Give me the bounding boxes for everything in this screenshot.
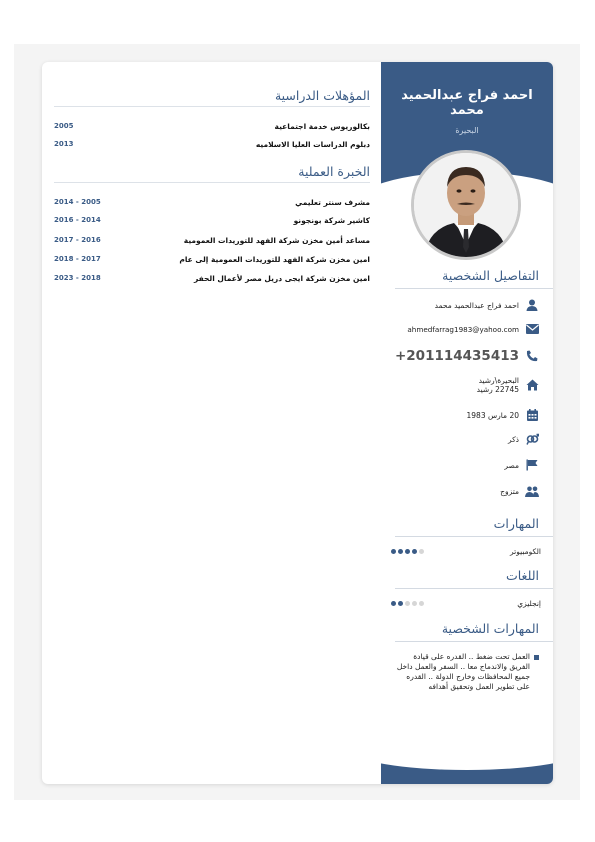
experience-item-years: 2014 - 2005 (54, 198, 101, 206)
education-item (54, 120, 370, 132)
experience-item-years: 2016 - 2014 (54, 216, 101, 224)
personal-details-title: التفاصيل الشخصية (442, 268, 539, 283)
bullet-square-icon (534, 655, 539, 660)
rating-dot (412, 549, 417, 554)
detail-birthdate (389, 406, 539, 424)
education-divider (54, 106, 370, 107)
detail-full-name-text: احمد فراج عبدالحميد محمد (434, 300, 519, 310)
detail-marital-status-text: متزوج (500, 486, 519, 496)
experience-item (54, 196, 370, 208)
resume-sidebar (381, 62, 553, 784)
soft-skills-text: العمل تحت ضغط .. القدره على قيادة الفريق والاندماج معا .. السفر والعمل داخل جميع المحافظات وخارج الدولة .. القدره على تطوير العمل وتحقيق أهدافه (396, 652, 530, 691)
skill-computer-label: الكومبيوتر (509, 546, 541, 556)
experience-divider (54, 182, 370, 183)
rating-dot (419, 549, 424, 554)
experience-item-title: امين مخزن شركة ايجى دريل مصر لأعمال الحفر (193, 273, 370, 283)
resume-main (54, 62, 370, 784)
detail-gender-text: ذكر (507, 434, 519, 444)
detail-address (389, 372, 539, 398)
user-icon (525, 298, 539, 312)
rating-dot (412, 601, 417, 606)
detail-address-line1: البحيرة\رشيد (478, 376, 519, 385)
experience-item (54, 234, 370, 246)
rating-dot (405, 549, 410, 554)
experience-item-title: مشرف سنتر تعليمي (295, 197, 370, 207)
skill-computer (391, 545, 541, 557)
experience-item (54, 214, 370, 226)
rating-dot (398, 601, 403, 606)
detail-phone[interactable] (389, 346, 539, 366)
language-english-rating (391, 601, 424, 606)
phone-icon (525, 349, 539, 363)
detail-email-text: ahmedfarrag1983@yahoo.com (407, 324, 519, 334)
calendar-icon (525, 408, 539, 422)
education-item-years: 2013 (54, 140, 74, 148)
language-english-label: إنجليزي (517, 598, 541, 608)
languages-divider (395, 588, 553, 589)
experience-item (54, 272, 370, 284)
soft-skills-item (391, 652, 539, 692)
detail-marital-status (389, 482, 539, 500)
education-item (54, 138, 370, 150)
detail-email[interactable] (389, 320, 539, 338)
education-item-years: 2005 (54, 122, 74, 130)
detail-gender (389, 430, 539, 448)
soft-skills-title: المهارات الشخصية (441, 621, 539, 636)
detail-nationality (389, 456, 539, 474)
flag-icon (525, 458, 539, 472)
experience-item-title: امين مخزن شركة الفهد للتوريدات العمومية إلى عام (179, 254, 370, 264)
experience-title: الخبرة العملية (298, 164, 370, 179)
gender-icon (525, 432, 539, 446)
person-city: البحيرة (455, 126, 479, 135)
resume-page (42, 62, 553, 784)
experience-item-years: 2017 - 2016 (54, 236, 101, 244)
detail-address-line2: 22745 رشيد (476, 385, 519, 394)
education-item-title: دبلوم الدراسات العليا الاسلاميه (255, 139, 370, 149)
experience-item-title: كاشير شركة بونجونو (293, 215, 370, 225)
rating-dot (405, 601, 410, 606)
experience-item-title: مساعد أمين مخزن شركة الفهد للتوريدات العمومية (183, 235, 370, 245)
languages-title: اللغات (505, 568, 539, 583)
personal-details-divider (395, 288, 553, 289)
detail-full-name (389, 296, 539, 314)
skill-computer-rating (391, 549, 424, 554)
education-title: المؤهلات الدراسية (274, 88, 370, 103)
skills-title: المهارات (493, 516, 539, 531)
experience-item (54, 253, 370, 265)
skills-divider (395, 536, 553, 537)
rating-dot (391, 549, 396, 554)
home-icon (525, 378, 539, 392)
education-item-title: بكالوريوس خدمة اجتماعية (274, 121, 370, 131)
detail-nationality-text: مصر (504, 460, 519, 470)
detail-address-lines (477, 376, 519, 394)
users-icon (525, 484, 539, 498)
person-name: احمد فراج عبدالحميد محمد (401, 88, 533, 118)
rating-dot (398, 549, 403, 554)
profile-photo (411, 150, 521, 260)
experience-item-years: 2023 - 2018 (54, 274, 101, 282)
envelope-icon (525, 322, 539, 336)
detail-phone-text: +201114435413 (394, 348, 519, 364)
rating-dot (391, 601, 396, 606)
experience-item-years: 2018 - 2017 (54, 255, 101, 263)
detail-birthdate-text: 20 مارس 1983 (466, 410, 519, 420)
language-english (391, 597, 541, 609)
soft-skills-divider (395, 641, 553, 642)
rating-dot (419, 601, 424, 606)
